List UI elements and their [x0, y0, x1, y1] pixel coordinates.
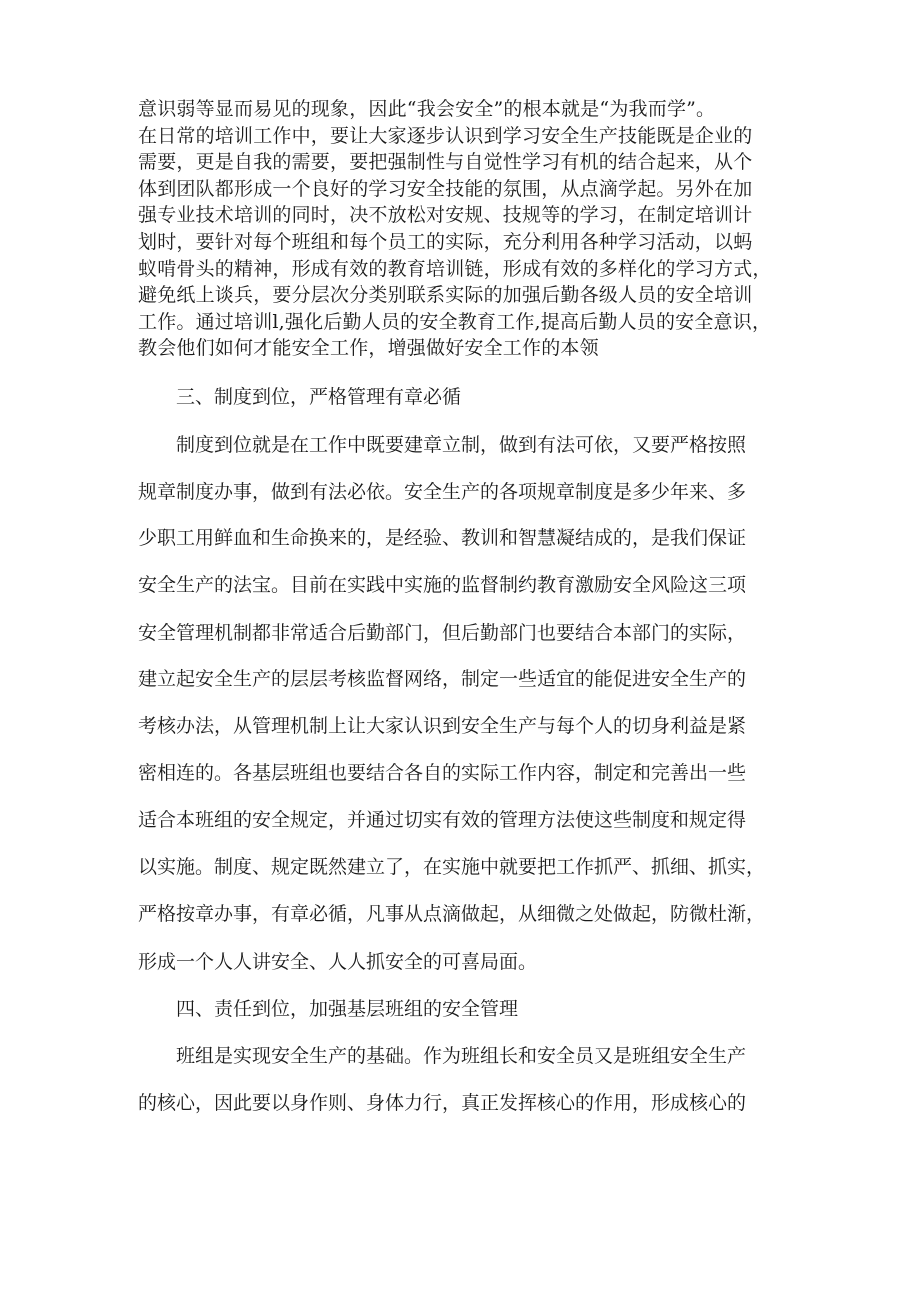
- training-paragraph: [138, 96, 788, 362]
- section-3-heading: 三、制度到位，严格管理有章必循: [176, 386, 462, 408]
- text-line: 的核心，因此要以身作则、身体力行，真正发挥核心的作用，形成核心的: [138, 1092, 747, 1114]
- text-line: 强专业技术培训的同时，决不放松对安规、技规等的学习，在制定培训计: [138, 204, 753, 227]
- text-line: 体到团队都形成一个良好的学习安全技能的氛围，从点滴学起。另外在加: [138, 177, 753, 200]
- text-line: 考核办法，从管理机制上让大家认识到安全生产与每个人的切身利益是紧: [138, 715, 747, 737]
- text-line: 意识弱等显而易见的现象，因此“我会安全”的根本就是“为我而学”。: [138, 98, 716, 120]
- text-line: 班组是实现安全生产的基础。作为班组长和安全员又是班组安全生产: [176, 1045, 747, 1067]
- text-line: 建立起安全生产的层层考核监督网络，制定一些适宜的能促进安全生产的: [138, 668, 747, 690]
- text-line: 避免纸上谈兵，要分层次分类别联系实际的加强后勤各级人员的安全培训: [138, 284, 753, 307]
- text-line: 制度到位就是在工作中既要建章立制，做到有法可依，又要严格按照: [176, 434, 747, 456]
- text-line: 少职工用鲜血和生命换来的，是经验、教训和智慧凝结成的，是我们保证: [138, 527, 747, 549]
- text-line: 适合本班组的安全规定，并通过切实有效的管理方法使这些制度和规定得: [138, 809, 747, 831]
- text-line: 需要，更是自我的需要，要把强制性与自觉性学习有机的结合起来，从个: [138, 151, 753, 174]
- text-line: 划时，要针对每个班组和每个员工的实际，充分利用各种学习活动，以蚂: [138, 230, 753, 253]
- text-line: 安全生产的法宝。目前在实践中实施的监督制约教育激励安全风险这三项: [138, 574, 747, 596]
- text-line: 工作。通过培训l,强化后勤人员的安全教育工作,提高后勤人员的安全意识，: [138, 310, 772, 333]
- text-line: 蚁啃骨头的精神，形成有效的教育培训链，形成有效的多样化的学习方式，: [138, 257, 772, 280]
- text-line: 在日常的培训工作中，要让大家逐步认识到学习安全生产技能既是企业的: [138, 124, 753, 147]
- text-line: 以实施。制度、规定既然建立了，在实施中就要把工作抓严、抓细、抓实，: [138, 856, 766, 878]
- text-line: 安全管理机制都非常适合后勤部门，但后勤部门也要结合本部门的实际，: [138, 622, 747, 644]
- section-4-heading: 四、责任到位，加强基层班组的安全管理: [176, 998, 519, 1020]
- text-line: 教会他们如何才能安全工作，增强做好安全工作的本领: [138, 337, 599, 360]
- text-line: 形成一个人人讲安全、人人抓安全的可喜局面。: [138, 951, 538, 973]
- text-line: 严格按章办事，有章必循，凡事从点滴做起，从细微之处做起，防微杜渐，: [138, 903, 766, 925]
- text-line: 规章制度办事，做到有法必依。安全生产的各项规章制度是多少年来、多: [138, 481, 747, 503]
- text-line: 密相连的。各基层班组也要结合各自的实际工作内容，制定和完善出一些: [138, 762, 747, 784]
